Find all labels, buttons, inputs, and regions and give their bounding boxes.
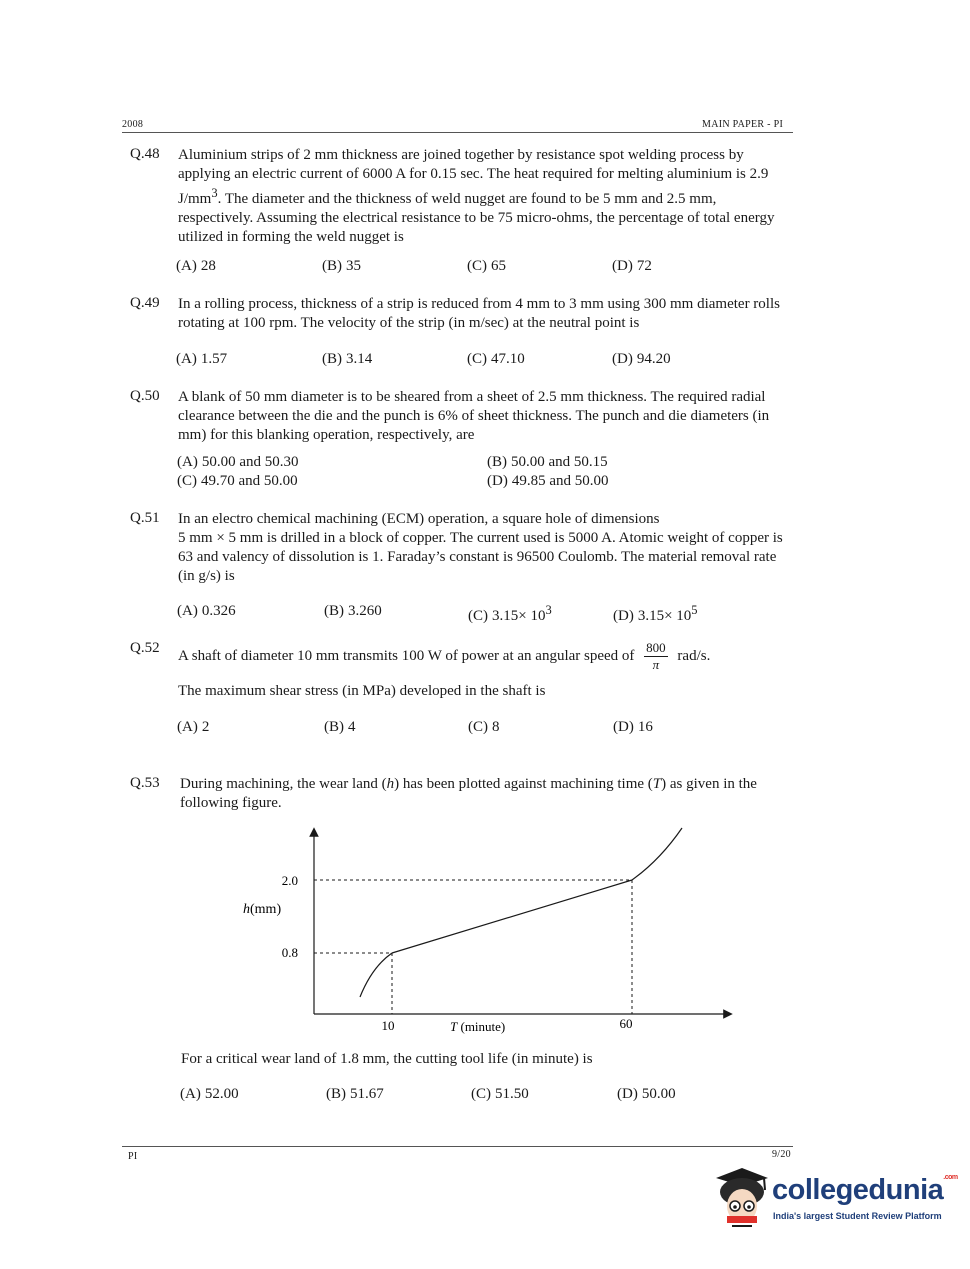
y-tick-label-1: 0.8: [281, 945, 298, 960]
x-tick-label-1: 10: [381, 1018, 395, 1033]
header-year: 2008: [122, 119, 144, 130]
q51-option-c[interactable]: (C) $3.15\times 10^3$: [468, 603, 552, 624]
q53-option-b[interactable]: (B) 51.67: [326, 1086, 384, 1102]
q48-option-b[interactable]: (B) 35: [322, 258, 361, 274]
q53-option-c[interactable]: (C) 51.50: [471, 1086, 529, 1102]
q48-option-c[interactable]: (C) 65: [467, 258, 506, 274]
q50-option-a[interactable]: (A) 50.00 and 50.30: [177, 454, 299, 470]
q53-followup: For a critical wear land of 1.8 mm, the cutting tool life (in minute) is: [181, 1051, 593, 1067]
line-steady-wear: [392, 880, 632, 953]
footer-rule: [122, 1146, 793, 1147]
brand-tagline: India's largest Student Review Platform: [773, 1211, 942, 1221]
collegedunia-logo: [712, 1162, 958, 1232]
footer-right: 9/20: [772, 1149, 791, 1160]
q52-option-c[interactable]: (C) 8: [468, 719, 500, 735]
q53-number: Q.53: [130, 775, 160, 791]
q52-fraction-den: π: [652, 657, 660, 672]
q52-fraction-num: 800: [646, 640, 666, 655]
q48-option-a[interactable]: (A) 28: [176, 258, 216, 274]
y-tick-label-2: 2.0: [281, 873, 298, 888]
q51-option-a[interactable]: (A) 0.326: [177, 603, 236, 619]
curve-rapid-wear: [632, 828, 682, 880]
q48-text: Aluminium strips of 2 mm thickness are joined together by resistance spot welding process by applying an electric current of 6000 A for 0.15 sec. The heat required for melting aluminium is 2.9 $J/mm^3$. The diameter and the thickness of weld nugget are found to be 5 mm and 2.5 mm, respectively. Assuming the electrical resistance to be 75 micro-ohms, the percentage of total energy utilized in forming the weld nugget is: [178, 147, 775, 245]
q50-text: A blank of 50 mm diameter is to be sheared from a sheet of 2.5 mm thickness. The required radial clearance between the die and the punch is 6% of sheet thickness. The punch and die diameters (in mm) for this blanking operation, respectively, are: [178, 389, 770, 443]
q48-number: Q.48: [130, 146, 160, 162]
brand-name[interactable]: collegedunia$^{.com}$: [772, 1174, 958, 1206]
q49-option-d[interactable]: (D) 94.20: [612, 351, 671, 367]
q52-option-a[interactable]: (A) 2: [177, 719, 210, 735]
q49-option-b[interactable]: (B) 3.14: [322, 351, 373, 367]
header-paper: MAIN PAPER - PI: [702, 119, 784, 130]
q52-number: Q.52: [130, 640, 160, 656]
q52-option-b[interactable]: (B) 4: [324, 719, 356, 735]
q49-number: Q.49: [130, 295, 160, 311]
q48-option-d[interactable]: (D) 72: [612, 258, 652, 274]
y-axis-label: h(mm): [243, 902, 282, 917]
q50-option-d[interactable]: (D) 49.85 and 50.00: [487, 473, 609, 489]
q52-text-post: rad/s.: [677, 647, 711, 664]
brand-suffix: .com: [943, 1174, 958, 1181]
q50-number: Q.50: [130, 388, 160, 404]
q51-number: Q.51: [130, 510, 160, 526]
q50-option-b[interactable]: (B) 50.00 and 50.15: [487, 454, 608, 470]
mascot-icon: [712, 1162, 774, 1228]
x-tick-label-2: 60: [619, 1016, 633, 1031]
q51-option-d[interactable]: (D) $3.15\times 10^5$: [613, 603, 698, 624]
q51-option-b[interactable]: (B) 3.260: [324, 603, 382, 619]
q53-option-d[interactable]: (D) 50.00: [617, 1086, 676, 1102]
curve-initial-wear: [360, 953, 392, 997]
q50-option-c[interactable]: (C) 49.70 and 50.00: [177, 473, 298, 489]
footer-left: PI: [128, 1151, 138, 1162]
q52-option-d[interactable]: (D) 16: [613, 719, 653, 735]
x-axis-label: T (minute): [450, 1019, 506, 1034]
q49-option-c[interactable]: (C) 47.10: [467, 351, 525, 367]
q52-text-line2: The maximum shear stress (in MPa) developed in the shaft is: [178, 683, 546, 699]
q49-option-a[interactable]: (A) 1.57: [176, 351, 228, 367]
q53-option-a[interactable]: (A) 52.00: [180, 1086, 239, 1102]
q49-text: In a rolling process, thickness of a strip is reduced from 4 mm to 3 mm using 300 mm diameter rolls rotating at 100 rpm. The velocity of the strip (in m/sec) at the neutral point is: [178, 296, 780, 331]
q52-text-pre: A shaft of diameter 10 mm transmits 100 W of power at an angular speed of: [178, 647, 635, 664]
q51-text: In an electro chemical machining (ECM) operation, a square hole of dimensions 5 mm × 5 mm is drilled in a block of copper. The current used is 5000 A. Atomic weight of copper is 63 and valency of dissolution is 1. Faraday’s constant is 96500 Coulomb. The material removal rate (in g/s) is: [178, 511, 783, 584]
q53-text: During machining, the wear land (h) has been plotted against machining time (T) as given in the following figure.: [180, 776, 757, 811]
